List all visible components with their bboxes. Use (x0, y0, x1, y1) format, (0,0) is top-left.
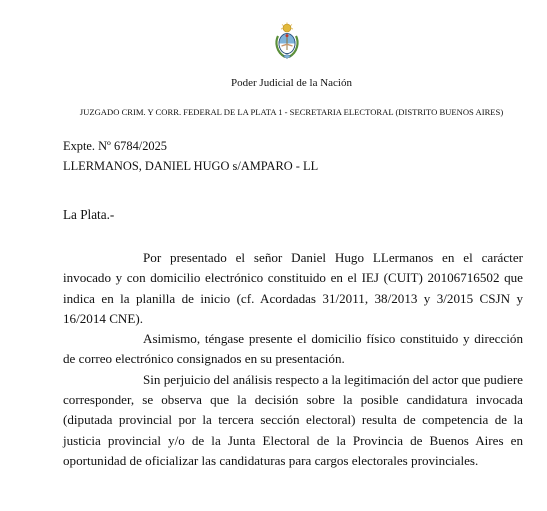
case-title: LLERMANOS, DANIEL HUGO s/AMPARO - LL (63, 159, 319, 173)
place-line: La Plata.- (63, 207, 115, 222)
national-coat-of-arms-icon (274, 22, 300, 60)
paragraph: Por presentado el señor Daniel Hugo LLermanos en el carácter invocado y con domicilio electrónico constituido en el IEJ (CUIT) 20106716502 que indica en la planilla de inicio (cf. Acordadas 31/2011, 38/2013 y 3/2015 CSJN y 16/2014 CNE). (63, 250, 523, 326)
court-heading: JUZGADO CRIM. Y CORR. FEDERAL DE LA PLATA 1 - SECRETARIA ELECTORAL (DISTRITO BUENOS AIRES) (79, 107, 504, 117)
paragraph: Sin perjuicio del análisis respecto a la legitimación del actor que pudiere corresponder, se observa que la decisión sobre la posible candidatura invocada (diputada provincial por la tercera sección electoral) resulta de competencia de la justicia provincial y/o de la Junta Electoral de la Provincia de Buenos Aires en oportunidad de oficializar las candidaturas para cargos electorales provinciales. (63, 371, 523, 468)
resolution-body (63, 248, 523, 471)
paragraph: Asimismo, téngase presente el domicilio físico constituido y dirección de correo electrónico consignados en su presentación. (63, 331, 523, 367)
case-number: Expte. Nº 6784/2025 (63, 139, 167, 153)
institution-heading: Poder Judicial de la Nación (231, 77, 352, 89)
